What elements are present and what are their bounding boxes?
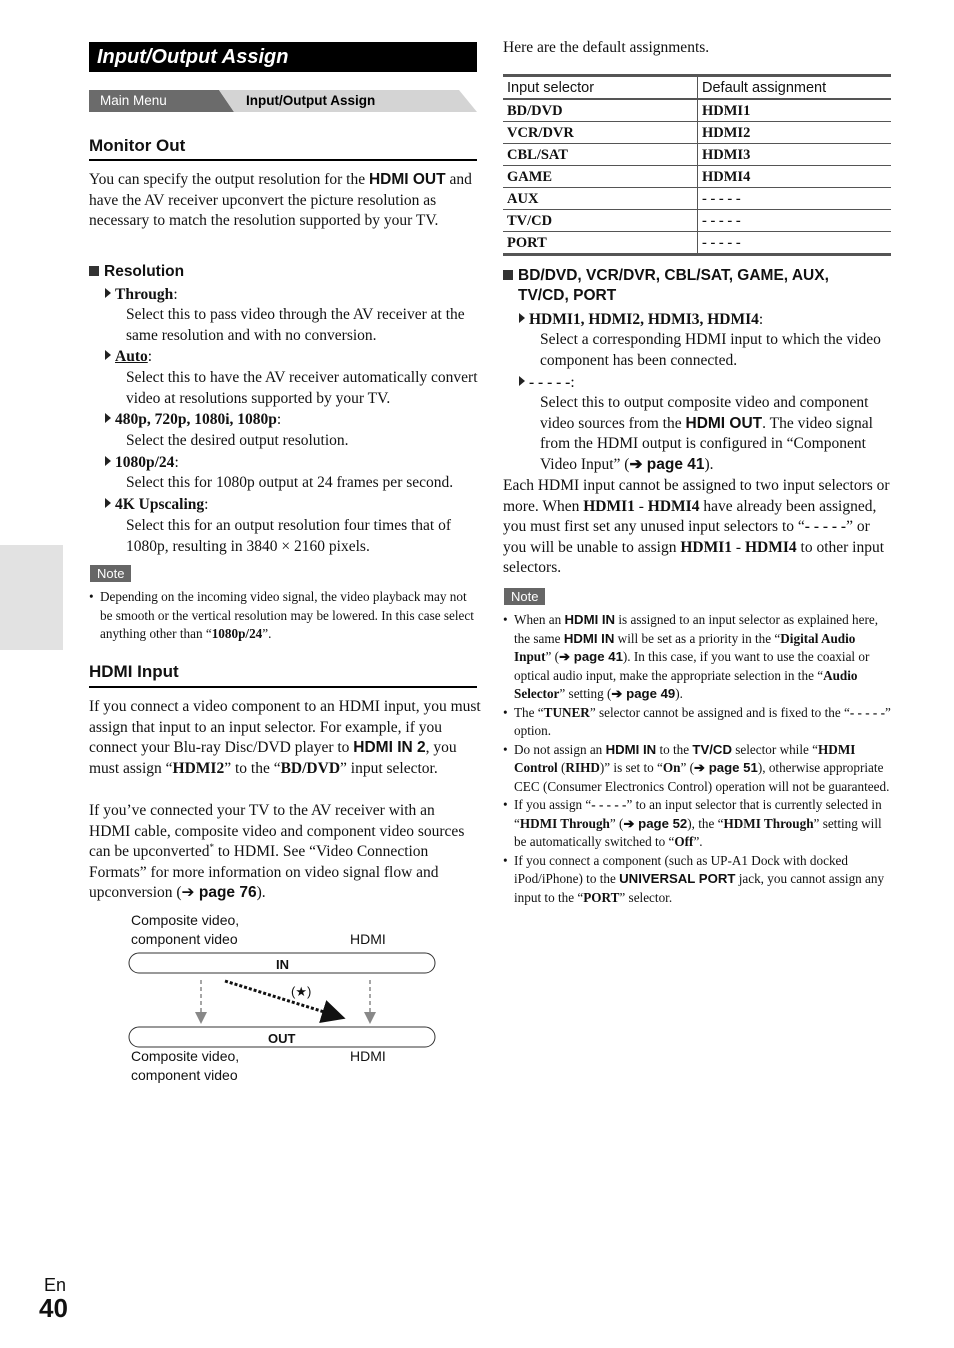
hdmi-input-para-1: If you connect a video component to an HDMI input, you must assign that input to an input selector. For example, if you connect your Blu-ray Disc/DVD player to HDMI IN 2, you must assign “HDMI2” to the “BD/DVD” input selector. bbox=[89, 698, 481, 777]
diagram-bottom-right-label: HDMI bbox=[350, 1048, 386, 1064]
table-row bbox=[503, 210, 891, 232]
note-item: • The “TUNER” selector cannot be assigned and is fixed to the “- - - - -” option. bbox=[503, 704, 891, 741]
diagram-bottom-left-label-1: Composite video, bbox=[131, 1048, 240, 1064]
hdmi-input-heading: HDMI Input bbox=[89, 662, 179, 681]
triangle-bullet-icon bbox=[105, 413, 111, 423]
page-number: 40 bbox=[39, 1293, 68, 1323]
side-tab bbox=[0, 545, 63, 650]
table-row bbox=[503, 232, 891, 255]
option-hdmi-inputs: HDMI1, HDMI2, HDMI3, HDMI4: bbox=[519, 310, 763, 331]
breadcrumb-current: Input/Output Assign bbox=[246, 93, 376, 108]
table-row bbox=[503, 122, 891, 144]
table-cell: - - - - - bbox=[698, 188, 892, 210]
page-title: Input/Output Assign bbox=[89, 42, 477, 72]
option-1080p24: 1080p/24: bbox=[105, 453, 179, 474]
triangle-bullet-icon bbox=[519, 376, 525, 386]
table-row bbox=[503, 99, 891, 122]
option-through: Through: bbox=[105, 285, 178, 306]
option-none: - - - - -: bbox=[519, 373, 575, 394]
monitor-out-intro: You can specify the output resolution for the HDMI OUT and have the AV receiver upconvert the picture resolution as necessary to match the resolution supported by your TV. bbox=[89, 171, 472, 229]
table-row bbox=[503, 188, 891, 210]
table-cell: BD/DVD bbox=[503, 99, 698, 122]
table-cell: HDMI3 bbox=[698, 144, 892, 166]
table-header: Input selector bbox=[503, 76, 698, 100]
note-item: • If you assign “- - - - -” to an input selector that is currently selected in “HDMI Through” (➔ page 52), the “HDMI Through” setting will be automatically switched to “Off”. bbox=[503, 796, 891, 852]
monitor-out-heading: Monitor Out bbox=[89, 136, 186, 155]
default-assignments-table bbox=[503, 74, 891, 256]
triangle-bullet-icon bbox=[105, 456, 111, 466]
note-item: • Do not assign an HDMI IN to the TV/CD selector while “HDMI Control (RIHD)” is set to “On” (➔ page 51), otherwise appropriate CEC (Consumer Electronics Control) operation will not be guaranteed. bbox=[503, 741, 891, 797]
monitor-out-notes bbox=[89, 588, 478, 644]
table-cell: GAME bbox=[503, 166, 698, 188]
table-header: Default assignment bbox=[698, 76, 892, 100]
defaults-intro: Here are the default assignments. bbox=[503, 39, 710, 56]
option-4k-upscaling: 4K Upscaling: bbox=[105, 495, 208, 516]
diagram-star-label: (★) bbox=[291, 984, 312, 999]
note-item: • When an HDMI IN is assigned to an input selector as explained here, the same HDMI IN will be set as a priority in the “Digital Audio Input” (➔ page 41). In this case, if you want to use the coaxial or optical audio input, make the appropriate selection in the “Audio Selector” setting (➔ page 49). bbox=[503, 611, 891, 704]
table-cell: TV/CD bbox=[503, 210, 698, 232]
table-cell: PORT bbox=[503, 232, 698, 255]
note-item: • Depending on the incoming video signal, the video playback may not be smooth or the vertical resolution may be lowered. In this case select anything other than “1080p/24”. bbox=[89, 588, 478, 644]
triangle-bullet-icon bbox=[105, 288, 111, 298]
hdmi-input-para-2: If you’ve connected your TV to the AV receiver with an HDMI cable, composite video and component video sources can be upconverted* to HDMI. See “Video Connection Formats” for more information on video signal flow and upconversion (➔ page 76). bbox=[89, 802, 465, 901]
option-through-desc: Select this to pass video through the AV receiver at the same resolution and with no conversion. bbox=[126, 306, 465, 344]
table-cell: AUX bbox=[503, 188, 698, 210]
note-badge: Note bbox=[90, 565, 131, 582]
option-hdmi-inputs-desc: Select a corresponding HDMI input to which the video component has been connected. bbox=[540, 331, 881, 369]
option-auto-desc: Select this to have the AV receiver automatically convert video at resolutions supported by your TV. bbox=[126, 369, 478, 407]
table-cell: VCR/DVR bbox=[503, 122, 698, 144]
heading-rule bbox=[89, 159, 477, 161]
diagram-top-left-label-2: component video bbox=[131, 931, 238, 947]
breadcrumb bbox=[89, 90, 477, 112]
diagram-top-left-label-1: Composite video, bbox=[131, 912, 240, 928]
resolution-heading: Resolution bbox=[89, 262, 184, 282]
option-auto: Auto: bbox=[105, 347, 152, 368]
square-bullet-icon bbox=[503, 270, 513, 280]
table-row bbox=[503, 166, 891, 188]
diagram-top-right-label: HDMI bbox=[350, 931, 386, 947]
option-1080p24-desc: Select this for 1080p output at 24 frames per second. bbox=[126, 474, 454, 491]
option-resolutions: 480p, 720p, 1080i, 1080p: bbox=[105, 410, 281, 431]
table-cell: CBL/SAT bbox=[503, 144, 698, 166]
note-item: • If you connect a component (such as UP-A1 Dock with docked iPod/iPhone) to the UNIVERSAL PORT jack, you cannot assign any input to the “PORT” selector. bbox=[503, 852, 891, 908]
option-4k-upscaling-desc: Select this for an output resolution four times that of 1080p, resulting in 3840 × 2160 pixels. bbox=[126, 517, 452, 555]
option-none-desc: Select this to output composite video and component video sources from the HDMI OUT. The video signal from the HDMI output is configured in “Component Video Input” (➔ page 41). bbox=[540, 394, 873, 473]
triangle-bullet-icon bbox=[105, 498, 111, 508]
table-cell: - - - - - bbox=[698, 232, 892, 255]
table-header-row bbox=[503, 76, 891, 100]
selectors-heading: BD/DVD, VCR/DVR, CBL/SAT, GAME, AUX, TV/CD, PORT bbox=[503, 266, 893, 306]
triangle-bullet-icon bbox=[105, 350, 111, 360]
breadcrumb-root: Main Menu bbox=[100, 93, 167, 108]
table-cell: HDMI1 bbox=[698, 99, 892, 122]
page-language: En bbox=[44, 1275, 67, 1295]
table-cell: HDMI4 bbox=[698, 166, 892, 188]
option-resolutions-desc: Select the desired output resolution. bbox=[126, 432, 349, 449]
table-cell: - - - - - bbox=[698, 210, 892, 232]
assignment-rule-para: Each HDMI input cannot be assigned to two input selectors or more. When HDMI1 - HDMI4 have already been assigned, you must first set any unused input selectors to “- - - - -” or you will be unable to assign HDMI1 - HDMI4 to other input selectors. bbox=[503, 477, 890, 576]
triangle-bullet-icon bbox=[519, 313, 525, 323]
diagram-in-label: IN bbox=[276, 957, 289, 972]
diagram-bottom-left-label-2: component video bbox=[131, 1067, 238, 1083]
heading-rule bbox=[89, 686, 477, 688]
table-cell: HDMI2 bbox=[698, 122, 892, 144]
diagram-out-label: OUT bbox=[268, 1031, 296, 1046]
hdmi-input-notes bbox=[503, 611, 891, 907]
note-badge: Note bbox=[504, 588, 545, 605]
upconversion-arrow bbox=[225, 981, 337, 1016]
table-row bbox=[503, 144, 891, 166]
square-bullet-icon bbox=[89, 266, 99, 276]
